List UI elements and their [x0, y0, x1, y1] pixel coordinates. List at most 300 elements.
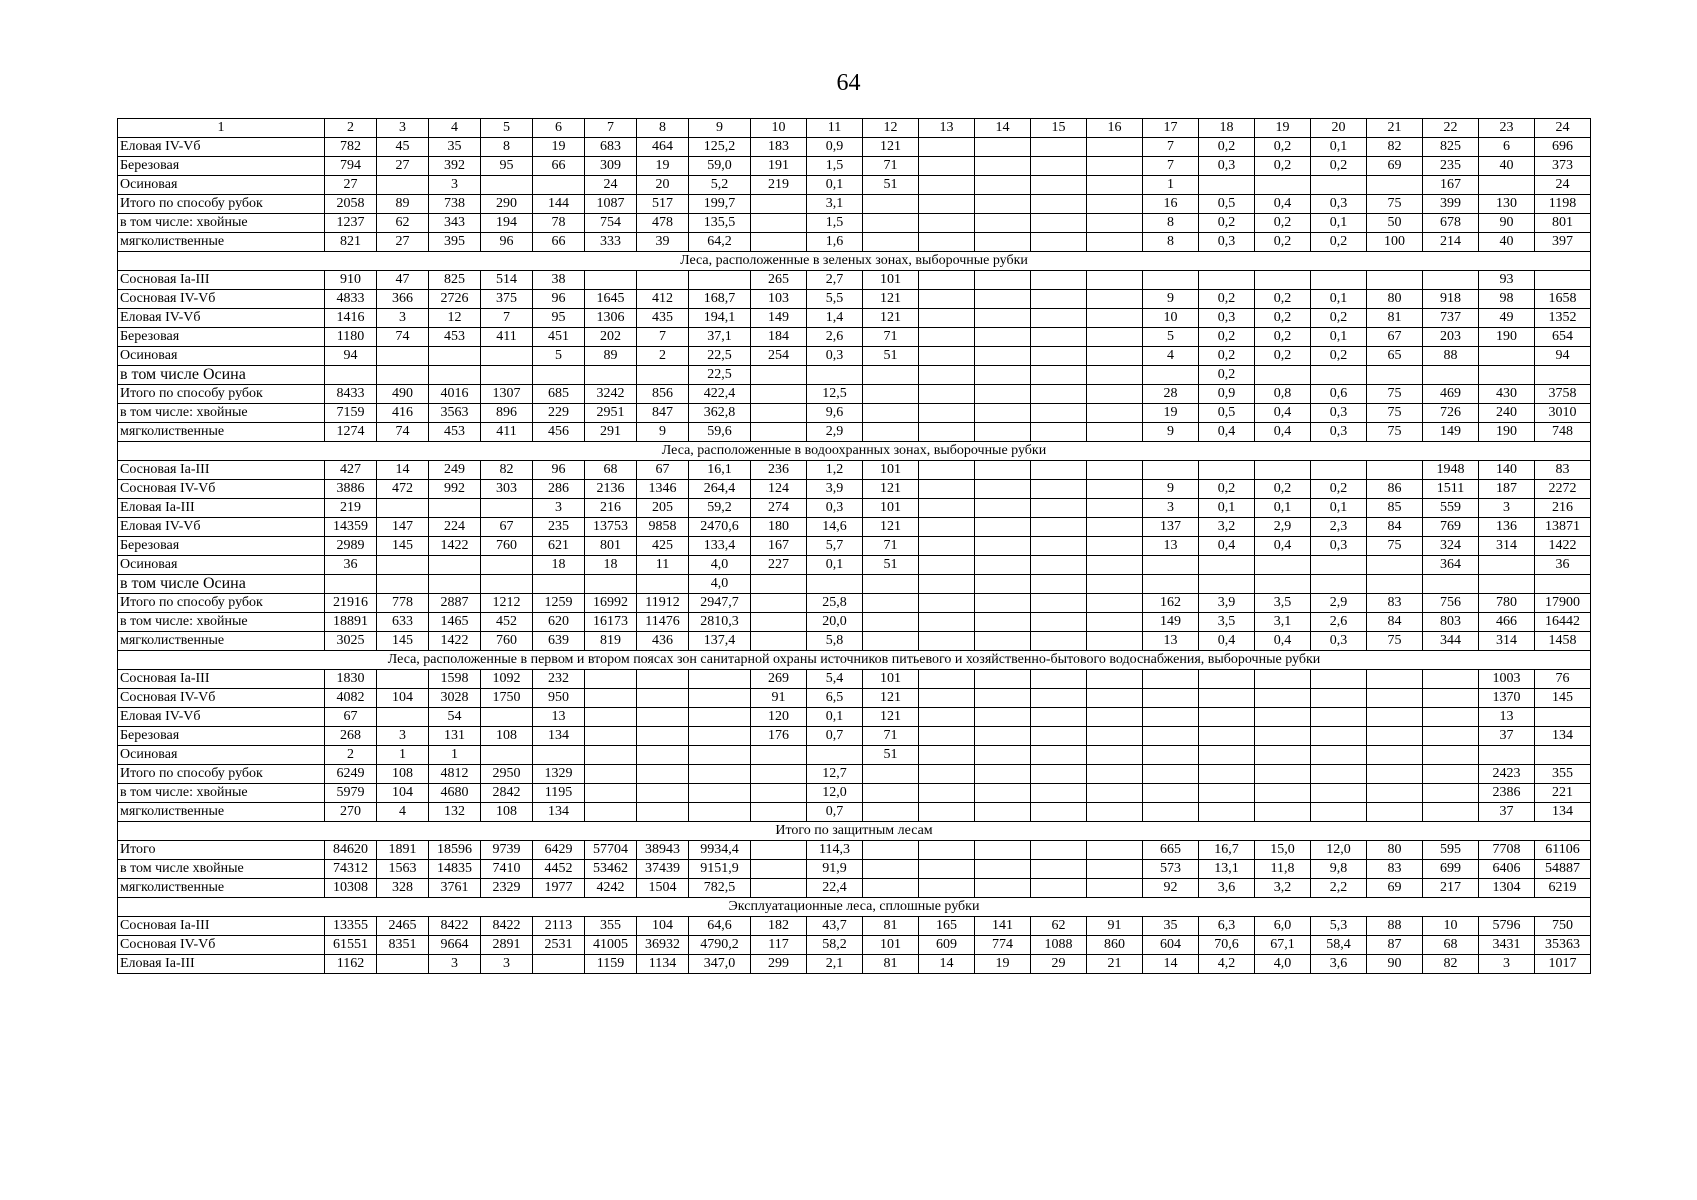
- table-cell: [863, 214, 919, 233]
- table-cell: 194: [481, 214, 533, 233]
- table-cell: 452: [481, 613, 533, 632]
- table-cell: 3: [377, 727, 429, 746]
- table-cell: 58,4: [1311, 936, 1367, 955]
- table-cell: 364: [1423, 556, 1479, 575]
- table-cell: 167: [1423, 176, 1479, 195]
- table-cell: 254: [751, 347, 807, 366]
- header-cell-17: 17: [1143, 119, 1199, 138]
- table-cell: 71: [863, 537, 919, 556]
- table-cell: [1367, 746, 1423, 765]
- table-cell: 240: [1479, 404, 1535, 423]
- table-cell: 64,6: [689, 917, 751, 936]
- table-cell: 21: [1087, 955, 1143, 974]
- table-cell: 0,3: [1199, 233, 1255, 252]
- table-cell: [1423, 689, 1479, 708]
- header-cell-8: 8: [637, 119, 689, 138]
- row-label: Сосновая IV-Vб: [118, 290, 325, 309]
- table-cell: [533, 746, 585, 765]
- table-cell: 268: [325, 727, 377, 746]
- table-cell: 125,2: [689, 138, 751, 157]
- table-cell: 2842: [481, 784, 533, 803]
- table-cell: [919, 499, 975, 518]
- table-cell: [1031, 708, 1087, 727]
- table-cell: 0,2: [1199, 347, 1255, 366]
- table-cell: 16442: [1535, 613, 1591, 632]
- table-cell: 782: [325, 138, 377, 157]
- table-cell: [1479, 366, 1535, 385]
- table-cell: 0,2: [1255, 309, 1311, 328]
- table-cell: [975, 765, 1031, 784]
- table-cell: [1255, 176, 1311, 195]
- table-cell: 1422: [429, 537, 481, 556]
- row-label: Осиновая: [118, 746, 325, 765]
- table-cell: 2989: [325, 537, 377, 556]
- table-cell: 1,6: [807, 233, 863, 252]
- table-cell: 83: [1367, 594, 1423, 613]
- table-cell: [1367, 575, 1423, 594]
- table-cell: 51: [863, 556, 919, 575]
- table-cell: [1255, 461, 1311, 480]
- table-cell: [919, 347, 975, 366]
- table-cell: [1367, 271, 1423, 290]
- table-cell: 3758: [1535, 385, 1591, 404]
- table-cell: [1087, 328, 1143, 347]
- header-cell-7: 7: [585, 119, 637, 138]
- table-cell: 1212: [481, 594, 533, 613]
- table-cell: 22,5: [689, 366, 751, 385]
- table-cell: 89: [585, 347, 637, 366]
- table-cell: 748: [1535, 423, 1591, 442]
- table-cell: 411: [481, 328, 533, 347]
- table-cell: [975, 195, 1031, 214]
- table-cell: [1255, 708, 1311, 727]
- table-cell: 24: [585, 176, 637, 195]
- table-cell: 98: [1479, 290, 1535, 309]
- table-cell: 6,0: [1255, 917, 1311, 936]
- table-cell: 80: [1367, 290, 1423, 309]
- table-cell: 132: [429, 803, 481, 822]
- table-cell: [585, 670, 637, 689]
- table-cell: [919, 176, 975, 195]
- table-cell: 291: [585, 423, 637, 442]
- header-cell-19: 19: [1255, 119, 1311, 138]
- table-cell: 16,7: [1199, 841, 1255, 860]
- table-cell: [689, 271, 751, 290]
- table-cell: [751, 366, 807, 385]
- table-cell: 1830: [325, 670, 377, 689]
- table-cell: 135,5: [689, 214, 751, 233]
- table-cell: 0,5: [1199, 195, 1255, 214]
- table-cell: 782,5: [689, 879, 751, 898]
- table-row: [118, 461, 1591, 480]
- section-title-row: [118, 651, 1591, 670]
- table-cell: 121: [863, 290, 919, 309]
- table-cell: 14359: [325, 518, 377, 537]
- table-cell: 16992: [585, 594, 637, 613]
- header-cell-13: 13: [919, 119, 975, 138]
- table-cell: 778: [377, 594, 429, 613]
- table-cell: [533, 955, 585, 974]
- table-cell: [377, 670, 429, 689]
- table-cell: 3028: [429, 689, 481, 708]
- table-cell: 13: [1143, 632, 1199, 651]
- table-cell: [975, 632, 1031, 651]
- table-cell: 8433: [325, 385, 377, 404]
- table-cell: 9664: [429, 936, 481, 955]
- table-cell: 133,4: [689, 537, 751, 556]
- row-label: мягколиственные: [118, 879, 325, 898]
- table-cell: 7708: [1479, 841, 1535, 860]
- table-cell: 8422: [481, 917, 533, 936]
- table-cell: [377, 499, 429, 518]
- table-cell: [1087, 727, 1143, 746]
- table-cell: [1423, 803, 1479, 822]
- table-cell: 9934,4: [689, 841, 751, 860]
- table-cell: 216: [1535, 499, 1591, 518]
- table-cell: 314: [1479, 537, 1535, 556]
- table-cell: [1423, 746, 1479, 765]
- table-cell: [919, 404, 975, 423]
- header-cell-14: 14: [975, 119, 1031, 138]
- table-cell: 910: [325, 271, 377, 290]
- table-cell: 453: [429, 328, 481, 347]
- table-cell: 1977: [533, 879, 585, 898]
- table-cell: 114,3: [807, 841, 863, 860]
- table-cell: 3,9: [1199, 594, 1255, 613]
- table-cell: 35363: [1535, 936, 1591, 955]
- table-cell: [975, 347, 1031, 366]
- table-cell: 9: [1143, 480, 1199, 499]
- table-cell: 134: [533, 803, 585, 822]
- table-cell: 4,0: [1255, 955, 1311, 974]
- table-row: [118, 499, 1591, 518]
- table-cell: [1087, 784, 1143, 803]
- header-cell-22: 22: [1423, 119, 1479, 138]
- table-cell: 141: [975, 917, 1031, 936]
- table-cell: [863, 765, 919, 784]
- table-cell: 104: [377, 689, 429, 708]
- table-cell: 71: [863, 727, 919, 746]
- table-cell: 37: [1479, 727, 1535, 746]
- table-cell: [807, 366, 863, 385]
- row-label: в том числе: хвойные: [118, 404, 325, 423]
- table-cell: [1255, 575, 1311, 594]
- table-cell: [975, 518, 1031, 537]
- table-cell: 286: [533, 480, 585, 499]
- table-cell: 3010: [1535, 404, 1591, 423]
- table-cell: 0,2: [1255, 214, 1311, 233]
- table-cell: [1423, 784, 1479, 803]
- table-cell: 180: [751, 518, 807, 537]
- row-label: Итого по способу рубок: [118, 195, 325, 214]
- table-cell: [533, 366, 585, 385]
- table-cell: [919, 727, 975, 746]
- table-cell: [377, 347, 429, 366]
- table-cell: 750: [1535, 917, 1591, 936]
- table-cell: 6406: [1479, 860, 1535, 879]
- table-cell: 0,4: [1255, 537, 1311, 556]
- table-cell: 5,7: [807, 537, 863, 556]
- table-cell: 205: [637, 499, 689, 518]
- table-cell: 10: [1423, 917, 1479, 936]
- table-cell: 1017: [1535, 955, 1591, 974]
- table-cell: [1255, 784, 1311, 803]
- table-cell: 75: [1367, 423, 1423, 442]
- table-cell: 2,9: [1255, 518, 1311, 537]
- table-cell: [751, 195, 807, 214]
- row-label: в том числе Осина: [118, 575, 325, 594]
- table-cell: [1087, 423, 1143, 442]
- table-cell: 39: [637, 233, 689, 252]
- table-cell: 1511: [1423, 480, 1479, 499]
- table-cell: 95: [481, 157, 533, 176]
- table-cell: 2136: [585, 480, 637, 499]
- table-cell: 760: [481, 537, 533, 556]
- table-cell: [975, 214, 1031, 233]
- table-cell: 216: [585, 499, 637, 518]
- table-cell: 299: [751, 955, 807, 974]
- table-cell: [919, 765, 975, 784]
- table-cell: [1311, 746, 1367, 765]
- table-cell: [1367, 708, 1423, 727]
- table-cell: [863, 366, 919, 385]
- table-cell: 137,4: [689, 632, 751, 651]
- table-cell: 18596: [429, 841, 481, 860]
- table-cell: [751, 385, 807, 404]
- table-cell: 0,3: [1199, 157, 1255, 176]
- section-title-row: [118, 822, 1591, 841]
- table-cell: 0,2: [1199, 214, 1255, 233]
- table-cell: [1031, 594, 1087, 613]
- table-cell: [1143, 746, 1199, 765]
- table-cell: 84620: [325, 841, 377, 860]
- table-cell: 219: [751, 176, 807, 195]
- table-cell: 183: [751, 138, 807, 157]
- table-cell: [1087, 347, 1143, 366]
- table-cell: [1423, 271, 1479, 290]
- table-cell: 0,4: [1199, 423, 1255, 442]
- table-cell: [1199, 708, 1255, 727]
- table-cell: 1: [377, 746, 429, 765]
- table-cell: 992: [429, 480, 481, 499]
- row-label: мягколиственные: [118, 632, 325, 651]
- table-cell: 61551: [325, 936, 377, 955]
- table-cell: [1031, 309, 1087, 328]
- table-cell: [975, 575, 1031, 594]
- table-cell: 20,0: [807, 613, 863, 632]
- table-cell: [1311, 366, 1367, 385]
- table-cell: [975, 556, 1031, 575]
- table-cell: 101: [863, 499, 919, 518]
- table-cell: [975, 461, 1031, 480]
- table-cell: 13871: [1535, 518, 1591, 537]
- table-cell: 3761: [429, 879, 481, 898]
- table-cell: 28: [1143, 385, 1199, 404]
- table-cell: [585, 784, 637, 803]
- table-cell: [1031, 518, 1087, 537]
- table-cell: 187: [1479, 480, 1535, 499]
- table-cell: 3: [481, 955, 533, 974]
- table-cell: [919, 214, 975, 233]
- table-cell: 94: [325, 347, 377, 366]
- table-cell: [919, 423, 975, 442]
- table-cell: [1031, 157, 1087, 176]
- table-cell: 214: [1423, 233, 1479, 252]
- table-cell: 1088: [1031, 936, 1087, 955]
- table-row: [118, 271, 1591, 290]
- table-cell: 11,8: [1255, 860, 1311, 879]
- table-cell: 918: [1423, 290, 1479, 309]
- table-cell: [1031, 556, 1087, 575]
- table-cell: 51: [863, 176, 919, 195]
- table-cell: 37439: [637, 860, 689, 879]
- table-cell: [975, 537, 1031, 556]
- table-cell: 235: [1423, 157, 1479, 176]
- table-cell: 217: [1423, 879, 1479, 898]
- row-label: в том числе хвойные: [118, 860, 325, 879]
- table-cell: [1087, 575, 1143, 594]
- table-cell: 91: [1087, 917, 1143, 936]
- table-cell: 147: [377, 518, 429, 537]
- table-cell: 0,2: [1255, 157, 1311, 176]
- table-cell: 25,8: [807, 594, 863, 613]
- table-cell: [689, 784, 751, 803]
- table-cell: 5: [533, 347, 585, 366]
- table-cell: [975, 594, 1031, 613]
- table-cell: [751, 841, 807, 860]
- table-cell: 35: [1143, 917, 1199, 936]
- table-cell: 738: [429, 195, 481, 214]
- table-cell: 22,5: [689, 347, 751, 366]
- table-cell: 87: [1367, 936, 1423, 955]
- table-cell: [1255, 689, 1311, 708]
- table-cell: [1087, 195, 1143, 214]
- table-cell: 0,7: [807, 727, 863, 746]
- table-row: [118, 613, 1591, 632]
- table-cell: 1134: [637, 955, 689, 974]
- table-cell: [975, 879, 1031, 898]
- table-cell: 3431: [1479, 936, 1535, 955]
- table-cell: 373: [1535, 157, 1591, 176]
- table-cell: 7: [1143, 138, 1199, 157]
- table-cell: 397: [1535, 233, 1591, 252]
- table-cell: 0,2: [1311, 347, 1367, 366]
- table-row: [118, 879, 1591, 898]
- table-cell: 4790,2: [689, 936, 751, 955]
- table-cell: [1423, 765, 1479, 784]
- row-label: Итого по способу рубок: [118, 385, 325, 404]
- table-cell: 108: [377, 765, 429, 784]
- table-cell: 74312: [325, 860, 377, 879]
- table-cell: [1087, 613, 1143, 632]
- table-cell: [975, 328, 1031, 347]
- table-cell: [1143, 461, 1199, 480]
- row-label: Еловая IV-Vб: [118, 138, 325, 157]
- table-cell: 0,4: [1199, 632, 1255, 651]
- table-cell: 303: [481, 480, 533, 499]
- table-cell: 819: [585, 632, 637, 651]
- table-cell: 95: [533, 309, 585, 328]
- table-cell: 136: [1479, 518, 1535, 537]
- header-cell-12: 12: [863, 119, 919, 138]
- table-cell: 3,6: [1199, 879, 1255, 898]
- table-cell: 19: [1143, 404, 1199, 423]
- table-cell: [1031, 347, 1087, 366]
- table-cell: [975, 613, 1031, 632]
- table-cell: 620: [533, 613, 585, 632]
- table-cell: 90: [1367, 955, 1423, 974]
- table-cell: [1535, 708, 1591, 727]
- table-cell: 3: [377, 309, 429, 328]
- table-cell: [533, 575, 585, 594]
- table-cell: [585, 271, 637, 290]
- table-cell: 344: [1423, 632, 1479, 651]
- table-cell: [1535, 746, 1591, 765]
- table-cell: 16,1: [689, 461, 751, 480]
- table-cell: 0,4: [1255, 195, 1311, 214]
- table-cell: 453: [429, 423, 481, 442]
- table-cell: [975, 176, 1031, 195]
- table-cell: [1199, 765, 1255, 784]
- table-cell: 15,0: [1255, 841, 1311, 860]
- table-row: [118, 176, 1591, 195]
- table-cell: 726: [1423, 404, 1479, 423]
- table-cell: [1087, 366, 1143, 385]
- table-cell: [919, 746, 975, 765]
- table-cell: [481, 347, 533, 366]
- table-cell: [1031, 214, 1087, 233]
- table-cell: [1087, 214, 1143, 233]
- table-cell: [863, 879, 919, 898]
- table-cell: 121: [863, 138, 919, 157]
- table-cell: 62: [377, 214, 429, 233]
- table-cell: [751, 594, 807, 613]
- table-cell: [377, 556, 429, 575]
- table-cell: [919, 556, 975, 575]
- table-cell: [1311, 784, 1367, 803]
- table-cell: [1031, 499, 1087, 518]
- table-cell: 290: [481, 195, 533, 214]
- table-cell: [1087, 879, 1143, 898]
- table-cell: 801: [585, 537, 637, 556]
- table-cell: [975, 233, 1031, 252]
- table-cell: 2,3: [1311, 518, 1367, 537]
- table-cell: 1092: [481, 670, 533, 689]
- table-cell: 83: [1367, 860, 1423, 879]
- table-cell: [585, 575, 637, 594]
- row-label: в том числе: хвойные: [118, 214, 325, 233]
- table-cell: 2531: [533, 936, 585, 955]
- table-cell: 51: [863, 746, 919, 765]
- table-cell: 5: [1143, 328, 1199, 347]
- table-cell: 0,1: [807, 708, 863, 727]
- table-cell: [1199, 176, 1255, 195]
- table-cell: [1367, 670, 1423, 689]
- table-cell: 1658: [1535, 290, 1591, 309]
- header-cell-6: 6: [533, 119, 585, 138]
- table-cell: [919, 385, 975, 404]
- table-cell: 621: [533, 537, 585, 556]
- table-row: [118, 556, 1591, 575]
- table-cell: 9: [637, 423, 689, 442]
- table-cell: 202: [585, 328, 637, 347]
- table-cell: 11912: [637, 594, 689, 613]
- table-cell: [1031, 404, 1087, 423]
- table-cell: [1143, 765, 1199, 784]
- table-cell: 0,6: [1311, 385, 1367, 404]
- table-cell: [1255, 746, 1311, 765]
- table-cell: [863, 195, 919, 214]
